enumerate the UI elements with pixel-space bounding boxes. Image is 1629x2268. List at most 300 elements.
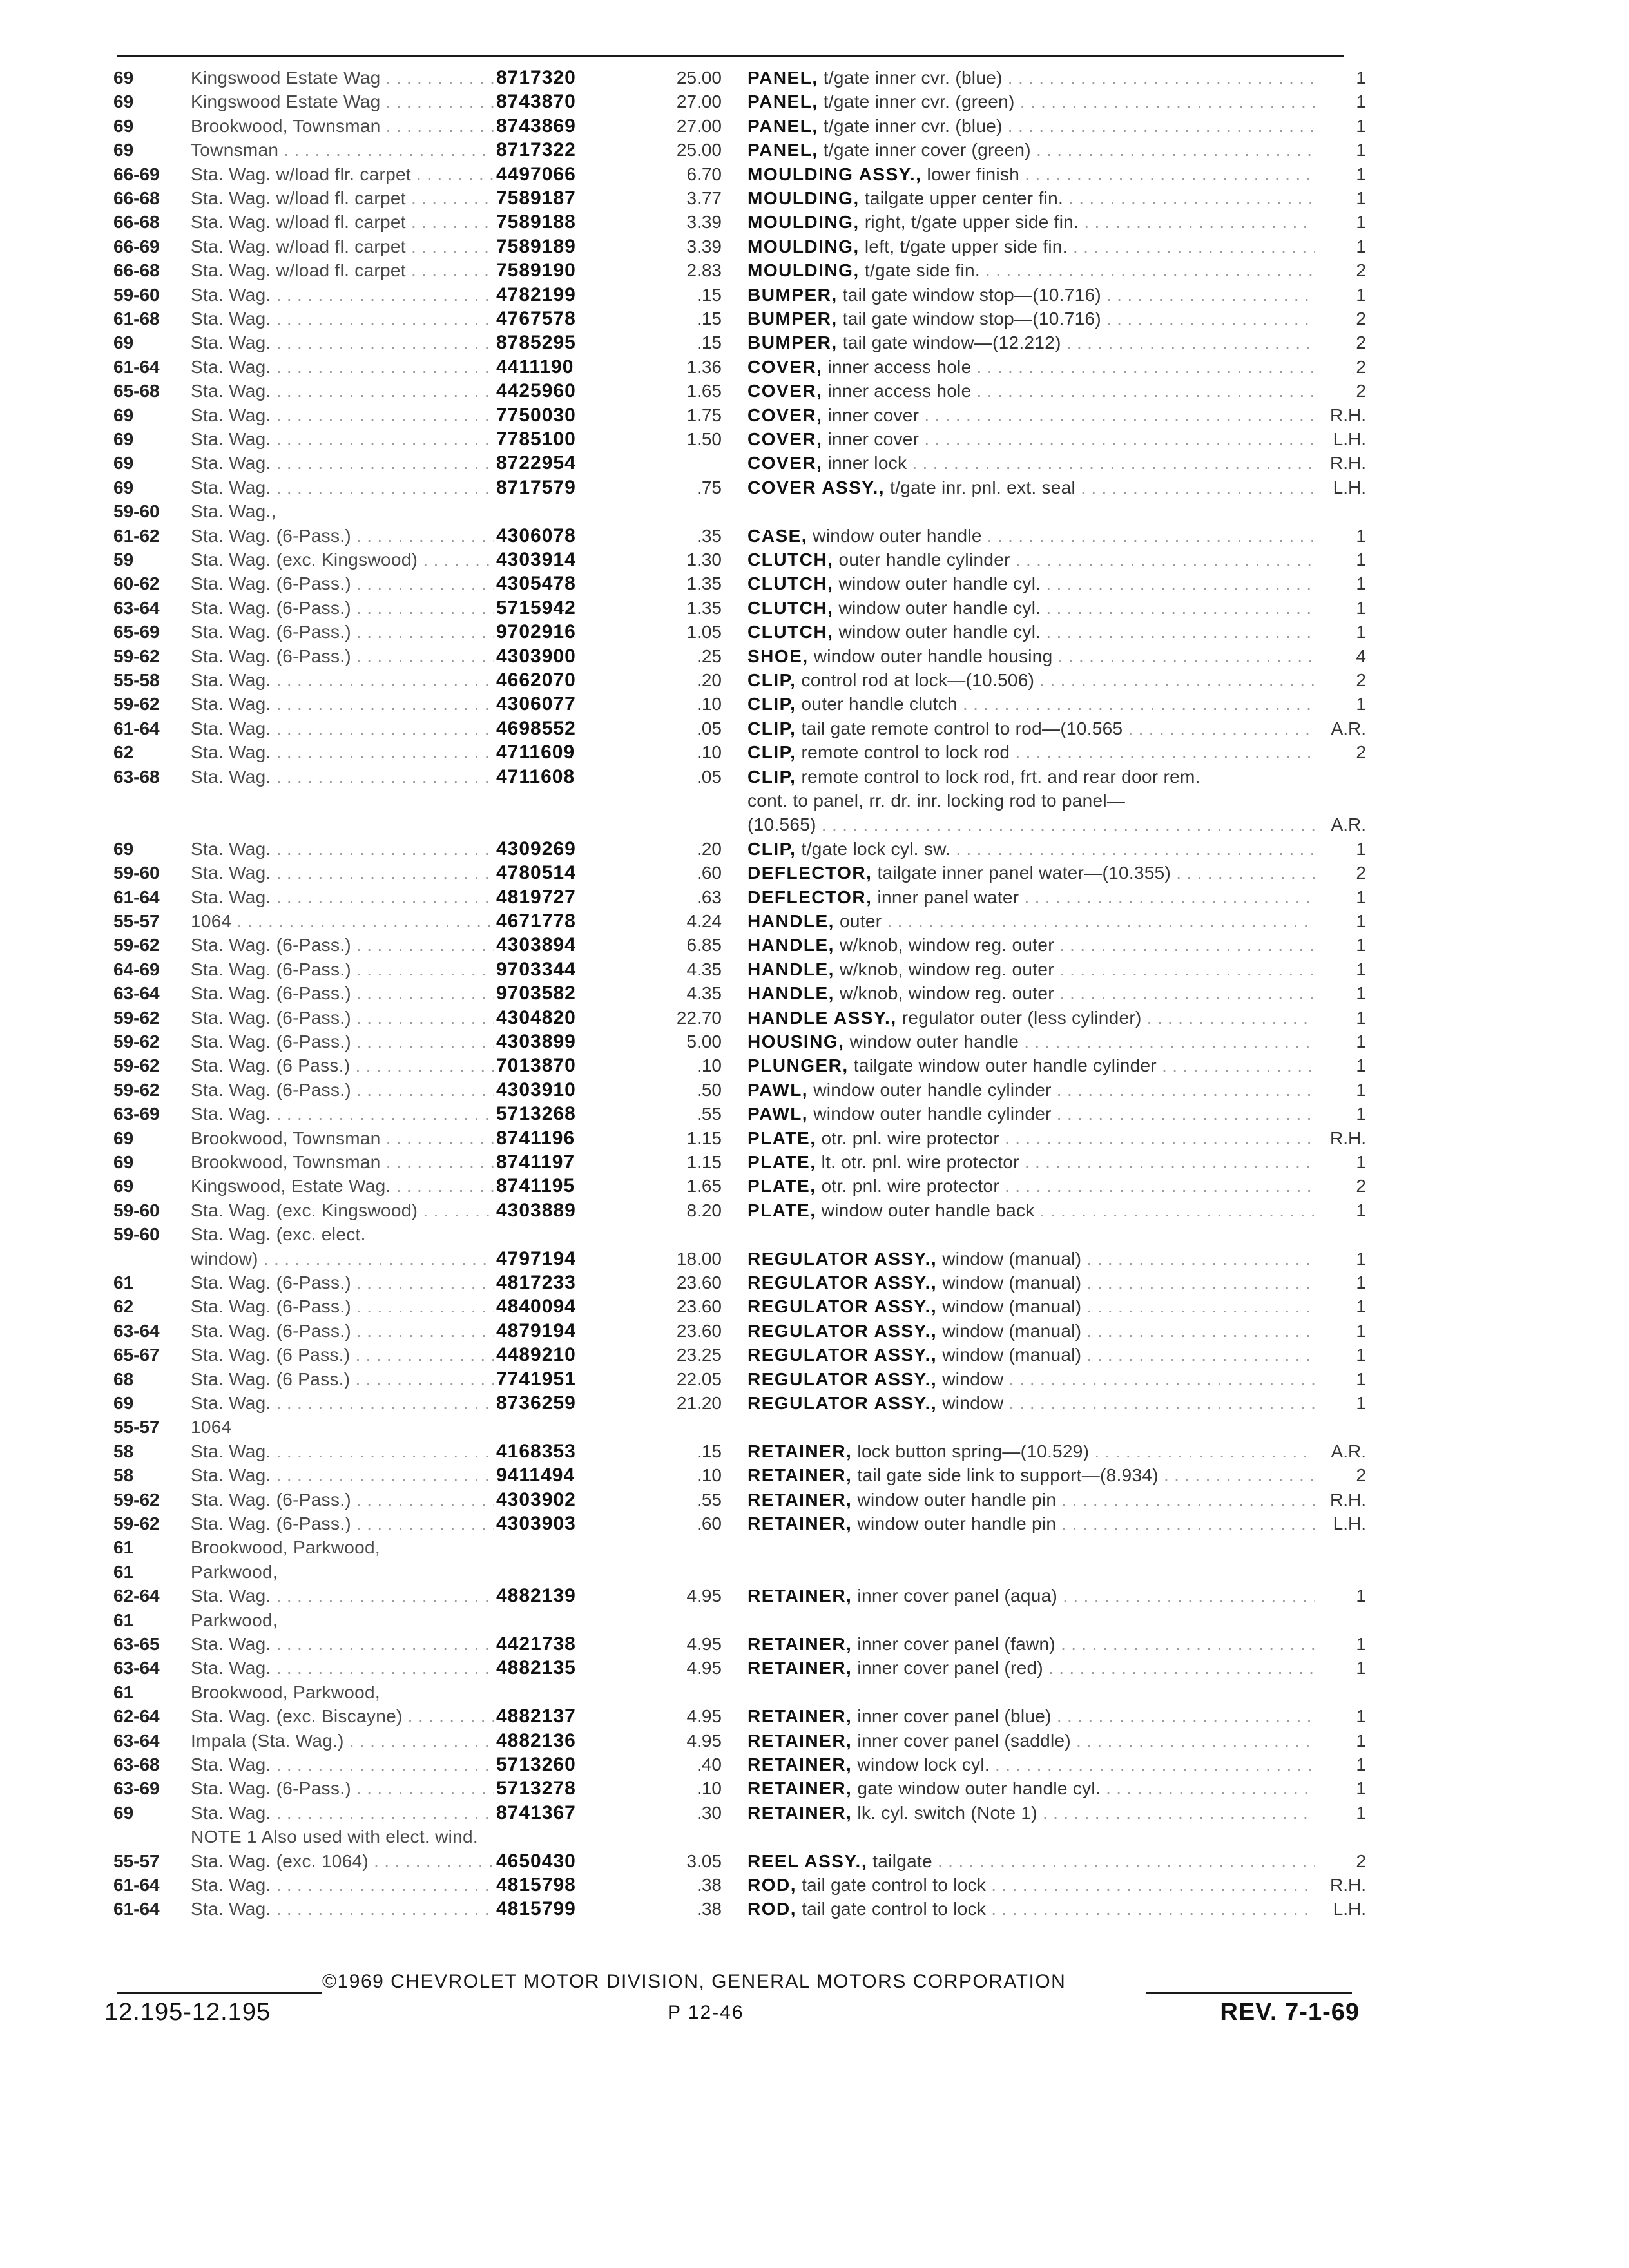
part-number: 4780514 [496,862,576,883]
part-price: 22.05 [676,1369,722,1389]
quantity: L.H. [1333,477,1366,497]
table-row [0,235,1629,259]
part-number: 4304820 [496,1007,576,1028]
quantity: 2 [1356,670,1366,690]
part-number [496,789,625,813]
model-year: 59-62 [113,694,160,714]
footer-rule-right [1146,1992,1352,1994]
part-number: 4306078 [496,525,576,546]
model-name: Sta. Wag. w/load flr. carpet . . . [191,162,494,187]
part-number: 8741195 [496,1175,575,1196]
part-name: RETAINER, [747,1586,853,1606]
part-name: COVER, [747,381,823,401]
part-price: 4.95 [686,1731,722,1751]
model-year [113,812,184,837]
part-price: .60 [697,863,722,883]
part-detail: remote control to lock rod [801,742,1010,762]
part-description [747,572,1315,596]
part-number: 4303914 [496,549,576,570]
model-year: 69 [113,477,134,497]
quantity: 1 [1356,573,1366,593]
part-name: RETAINER, [747,1731,853,1751]
part-detail: lk. cyl. switch (Note 1) [857,1803,1037,1823]
quantity: A.R. [1331,718,1366,738]
model-year: 63-64 [113,1731,160,1751]
model-year: 61 [113,1682,134,1702]
part-description [747,1463,1315,1488]
table-row [0,1873,1629,1898]
model-year: 55-57 [113,1417,160,1437]
part-detail: t/gate side fin. [864,260,980,280]
page-range: 12.195-12.195 [104,1999,271,2026]
part-name: CLUTCH, [747,598,834,618]
part-description [747,740,1315,765]
part-description [747,90,1315,114]
part-detail: inner cover panel (red) [857,1658,1044,1678]
model-year: 65-68 [113,381,160,401]
part-price: .20 [697,670,722,690]
part-detail: cont. to panel, rr. dr. inr. locking rod to panel— [747,791,1126,811]
part-description [747,1608,1315,1633]
quantity: 1 [1356,1273,1366,1293]
model-name: Brookwood, Townsman . . . [191,114,494,139]
part-detail: window outer handle cylinder [813,1104,1052,1124]
part-description [747,957,1315,982]
table-row [0,1102,1629,1126]
part-number: 4309269 [496,838,576,860]
quantity: 1 [1356,550,1366,570]
table-row [0,572,1629,596]
model-name: Sta. Wag. . . . [191,1391,494,1416]
part-price: 25.00 [676,68,722,88]
quantity: 2 [1356,863,1366,883]
model-name: Sta. Wag. (6-Pass.) . . . [191,1488,494,1512]
part-name: PLATE, [747,1200,816,1220]
quantity: 1 [1356,935,1366,955]
model-name: Sta. Wag. . . . [191,307,494,331]
part-price: .50 [697,1080,722,1100]
part-name: REGULATOR ASSY., [747,1345,938,1365]
part-description [747,499,1315,524]
part-number [496,812,625,837]
part-detail: outer handle cylinder [838,550,1010,570]
part-number: 4711609 [496,742,575,763]
part-price [638,1415,722,1439]
table-row [0,1319,1629,1343]
part-detail: window outer handle back [821,1200,1035,1220]
part-number: 8741367 [496,1802,576,1823]
part-price: .15 [697,309,722,329]
part-detail: tailgate upper center fin. [864,188,1064,208]
part-number: 9703344 [496,959,576,980]
table-row [0,258,1629,283]
quantity: L.H. [1333,1899,1366,1919]
part-name: CLIP, [747,670,796,690]
quantity: A.R. [1331,1441,1366,1461]
part-price [638,1535,722,1560]
quantity: 1 [1356,236,1366,256]
part-detail: window outer handle cylinder [813,1080,1052,1100]
model-year: 69 [113,839,134,859]
table-row [0,1053,1629,1078]
part-number: 8722954 [496,452,576,474]
part-name: ROD, [747,1899,796,1919]
part-detail: inner cover panel (fawn) [857,1634,1055,1654]
quantity: 1 [1356,1754,1366,1774]
part-number: 4303900 [496,646,576,667]
part-detail: tailgate [872,1851,932,1871]
table-row [0,1608,1629,1633]
part-number: 4879194 [496,1320,576,1341]
part-detail: inner panel water [877,887,1019,907]
part-name: HOUSING, [747,1032,845,1052]
table-row [0,1512,1629,1536]
model-year: 59-62 [113,1008,160,1028]
part-number: 8717579 [496,477,576,498]
model-year: 59-62 [113,1080,160,1100]
quantity: 1 [1356,1104,1366,1124]
part-detail: (10.565) [747,814,816,834]
model-year: 59-62 [113,646,160,666]
part-number [496,1535,625,1560]
part-description [747,1030,1315,1054]
quantity: 1 [1356,1658,1366,1678]
table-row [0,66,1629,90]
part-description [747,620,1315,644]
part-price: 2.83 [686,260,722,280]
model-name: Sta. Wag. (6-Pass.) . . . [191,1776,494,1801]
part-name: REGULATOR ASSY., [747,1249,938,1269]
model-year: 69 [113,453,134,473]
model-year: 63-69 [113,1778,160,1798]
part-description [747,235,1315,259]
part-number: 8717322 [496,139,576,160]
part-detail: window outer handle pin [857,1514,1057,1533]
part-name: MOULDING ASSY., [747,164,922,184]
part-detail: tail gate window stop—(10.716) [842,285,1101,305]
model-name: Brookwood, Townsman . . . [191,1126,494,1151]
model-name: Sta. Wag. (6-Pass.) . . . [191,1006,494,1030]
part-number: 4303899 [496,1031,576,1052]
part-number [496,1560,625,1584]
part-number: 4782199 [496,284,576,305]
part-price: 4.24 [686,911,722,931]
part-name: PANEL, [747,68,818,88]
part-number: 4303894 [496,934,576,956]
part-price: 1.75 [686,405,722,425]
model-year: 59-60 [113,501,160,521]
part-detail: inner access hole [827,381,972,401]
model-year: 69 [113,1152,134,1172]
model-name: Sta. Wag. . . . [191,740,494,765]
model-name: Sta. Wag. . . . [191,1897,494,1921]
part-price: 1.15 [686,1152,722,1172]
part-number: 7013870 [496,1055,576,1076]
part-description [747,1776,1315,1801]
model-year: 66-69 [113,164,160,184]
model-year: 61-68 [113,309,160,329]
part-number: 4840094 [496,1296,576,1317]
quantity: 1 [1356,140,1366,160]
quantity: 1 [1356,1369,1366,1389]
quantity: 1 [1356,1249,1366,1269]
part-price: .38 [697,1875,722,1895]
part-name: DEFLECTOR, [747,863,872,883]
part-number: 7741951 [496,1369,576,1390]
model-year: 66-68 [113,212,160,232]
table-row [0,1560,1629,1584]
part-price: 1.65 [686,1176,722,1196]
part-name: COVER, [747,429,823,449]
part-description [747,138,1315,162]
table-row [0,1535,1629,1560]
table-row [0,524,1629,548]
table-row [0,1391,1629,1416]
part-detail: outer handle clutch [801,694,958,714]
quantity: 1 [1356,285,1366,305]
part-detail: regulator outer (less cylinder) [901,1008,1142,1028]
table-row [0,307,1629,331]
part-description [747,1319,1315,1343]
model-name: Sta. Wag. . . . [191,476,494,500]
part-description [747,1415,1315,1439]
part-price: 1.35 [686,598,722,618]
part-detail: t/gate inner cvr. (blue) [823,116,1003,136]
model-name: Sta. Wag. . . . [191,379,494,403]
part-number: 9411494 [496,1465,575,1486]
part-description [747,1584,1315,1608]
model-year: 59-60 [113,1200,160,1220]
part-detail: window outer handle housing [813,646,1053,666]
part-description [747,427,1315,452]
model-name: Sta. Wag. (exc. Kingswood) . . . [191,548,494,572]
model-year: 55-58 [113,670,160,690]
part-name: REGULATOR ASSY., [747,1393,938,1413]
part-price: 1.15 [686,1128,722,1148]
quantity: 1 [1356,911,1366,931]
part-name: BUMPER, [747,285,838,305]
model-year: 62-64 [113,1586,160,1606]
table-row [0,1488,1629,1512]
model-year [113,1825,184,1849]
quantity: 1 [1356,887,1366,907]
part-price: .10 [697,694,722,714]
part-detail: left, t/gate upper side fin. [864,236,1068,256]
table-row [0,90,1629,114]
model-name: Sta. Wag. . . . [191,451,494,476]
part-price: .25 [697,646,722,666]
model-year [113,789,184,813]
part-detail: window (manual) [942,1249,1082,1269]
table-row [0,620,1629,644]
model-name: Sta. Wag. . . . [191,765,494,789]
part-description [747,524,1315,548]
model-year: 60-62 [113,573,160,593]
part-number: 4497066 [496,164,576,185]
part-price: 8.20 [686,1200,722,1220]
part-description [747,837,1315,861]
part-detail: right, t/gate upper side fin. [864,212,1079,232]
table-row [0,1849,1629,1874]
part-description [747,1343,1315,1367]
model-year: 69 [113,68,134,88]
part-price: .15 [697,1441,722,1461]
part-name: HANDLE, [747,935,834,955]
part-description [747,1753,1315,1777]
footer-rule-left [117,1992,322,1994]
part-description [747,162,1315,187]
quantity: 1 [1356,983,1366,1003]
part-number [496,1415,625,1439]
part-name: REEL ASSY., [747,1851,868,1871]
part-number: 7589190 [496,260,576,281]
model-name: Sta. Wag. . . . [191,1753,494,1777]
model-year: 55-57 [113,1851,160,1871]
part-name: MOULDING, [747,188,860,208]
model-year: 59 [113,550,134,570]
part-description [747,692,1315,716]
part-name: RETAINER, [747,1441,853,1461]
part-price: .15 [697,332,722,352]
part-number: 4411190 [496,356,574,378]
quantity [1321,1680,1366,1705]
part-description [747,933,1315,957]
part-price: 1.35 [686,573,722,593]
model-name: Sta. Wag. w/load fl. carpet . . . [191,258,494,283]
model-name: Sta. Wag. . . . [191,1632,494,1657]
part-description [747,1126,1315,1151]
part-number: 4797194 [496,1248,576,1269]
table-row [0,331,1629,355]
quantity [1321,1415,1366,1439]
part-detail: tail gate side link to support—(8.934) [857,1465,1159,1485]
part-price: .60 [697,1514,722,1533]
part-price: 1.36 [686,357,722,377]
part-price: 27.00 [676,116,722,136]
table-row [0,283,1629,307]
model-name: Sta. Wag. (exc. 1064) . . . [191,1849,494,1874]
part-detail: otr. pnl. wire protector [821,1128,1000,1148]
table-row [0,1198,1629,1223]
model-name: Parkwood, [191,1562,278,1582]
table-row [0,1343,1629,1367]
part-number: 4815798 [496,1874,576,1896]
quantity: 2 [1356,1465,1366,1485]
model-name [191,789,494,813]
model-year: 66-68 [113,260,160,280]
part-number: 4815799 [496,1898,576,1919]
part-number: 4882137 [496,1706,576,1727]
model-year: 63-64 [113,598,160,618]
part-price: 25.00 [676,140,722,160]
part-description [747,1512,1315,1536]
part-description [747,307,1315,331]
table-row [0,451,1629,476]
model-year: 63-64 [113,1321,160,1341]
part-description [747,258,1315,283]
model-name: Sta. Wag. (6-Pass.) . . . [191,1271,494,1295]
part-description [747,379,1315,403]
quantity: 1 [1356,1778,1366,1798]
part-number: 4303910 [496,1079,576,1100]
model-name: Sta. Wag. . . . [191,668,494,693]
part-description [747,1391,1315,1416]
quantity: 1 [1356,1803,1366,1823]
part-price: 3.39 [686,212,722,232]
quantity: R.H. [1330,405,1366,425]
table-row [0,1439,1629,1464]
part-detail: inner lock [827,453,907,473]
part-price: 23.60 [676,1321,722,1341]
table-row [0,1415,1629,1439]
part-name: RETAINER, [747,1778,853,1798]
part-description [747,1535,1315,1560]
part-name: PANEL, [747,140,818,160]
part-name: ROD, [747,1875,796,1895]
model-year: 63-68 [113,1754,160,1774]
table-row [0,957,1629,982]
model-name: Sta. Wag. . . . [191,1463,494,1488]
part-number: 7589187 [496,187,576,209]
model-name: Sta. Wag. w/load fl. carpet . . . [191,186,494,211]
model-year: 61 [113,1610,134,1630]
part-description [747,1704,1315,1729]
model-name: Sta. Wag. . . . [191,1102,494,1126]
quantity: L.H. [1333,429,1366,449]
part-description [747,1560,1315,1584]
part-price: 5.00 [686,1032,722,1052]
model-name: Kingswood, Estate Wag. . . . [191,1174,494,1198]
part-number: 4303902 [496,1489,576,1510]
part-name: REGULATOR ASSY., [747,1369,938,1389]
quantity: 1 [1356,68,1366,88]
part-price: .10 [697,1055,722,1075]
table-row [0,1776,1629,1801]
table-row [0,162,1629,187]
model-name: Sta. Wag. (6-Pass.) . . . [191,524,494,548]
quantity: R.H. [1330,453,1366,473]
quantity: R.H. [1330,1875,1366,1895]
part-number: 4817233 [496,1272,576,1293]
part-detail: tail gate remote control to rod—(10.565 [801,718,1123,738]
part-detail: t/gate inner cover (green) [823,140,1031,160]
model-year: 66-68 [113,188,160,208]
model-name: Sta. Wag. (6-Pass.) . . . [191,1030,494,1054]
page-number: P 12-46 [668,2002,744,2023]
table-row [0,1729,1629,1753]
part-name: PANEL, [747,91,818,111]
table-row [0,644,1629,669]
part-detail: window outer handle [813,526,982,546]
part-description [747,1632,1315,1657]
quantity: 2 [1356,357,1366,377]
part-name: HANDLE, [747,911,834,931]
part-description [747,1729,1315,1753]
part-detail: w/knob, window reg. outer [840,935,1054,955]
part-name: REGULATOR ASSY., [747,1321,938,1341]
model-year: 61 [113,1537,134,1557]
model-year: 63-69 [113,1104,160,1124]
part-number: 4882135 [496,1657,576,1678]
part-price: .05 [697,767,722,787]
part-price [638,789,722,813]
part-price [638,1825,722,1849]
table-row [0,909,1629,934]
part-number [496,499,625,524]
part-price [638,1608,722,1633]
part-detail: w/knob, window reg. outer [840,983,1054,1003]
part-description [747,644,1315,669]
